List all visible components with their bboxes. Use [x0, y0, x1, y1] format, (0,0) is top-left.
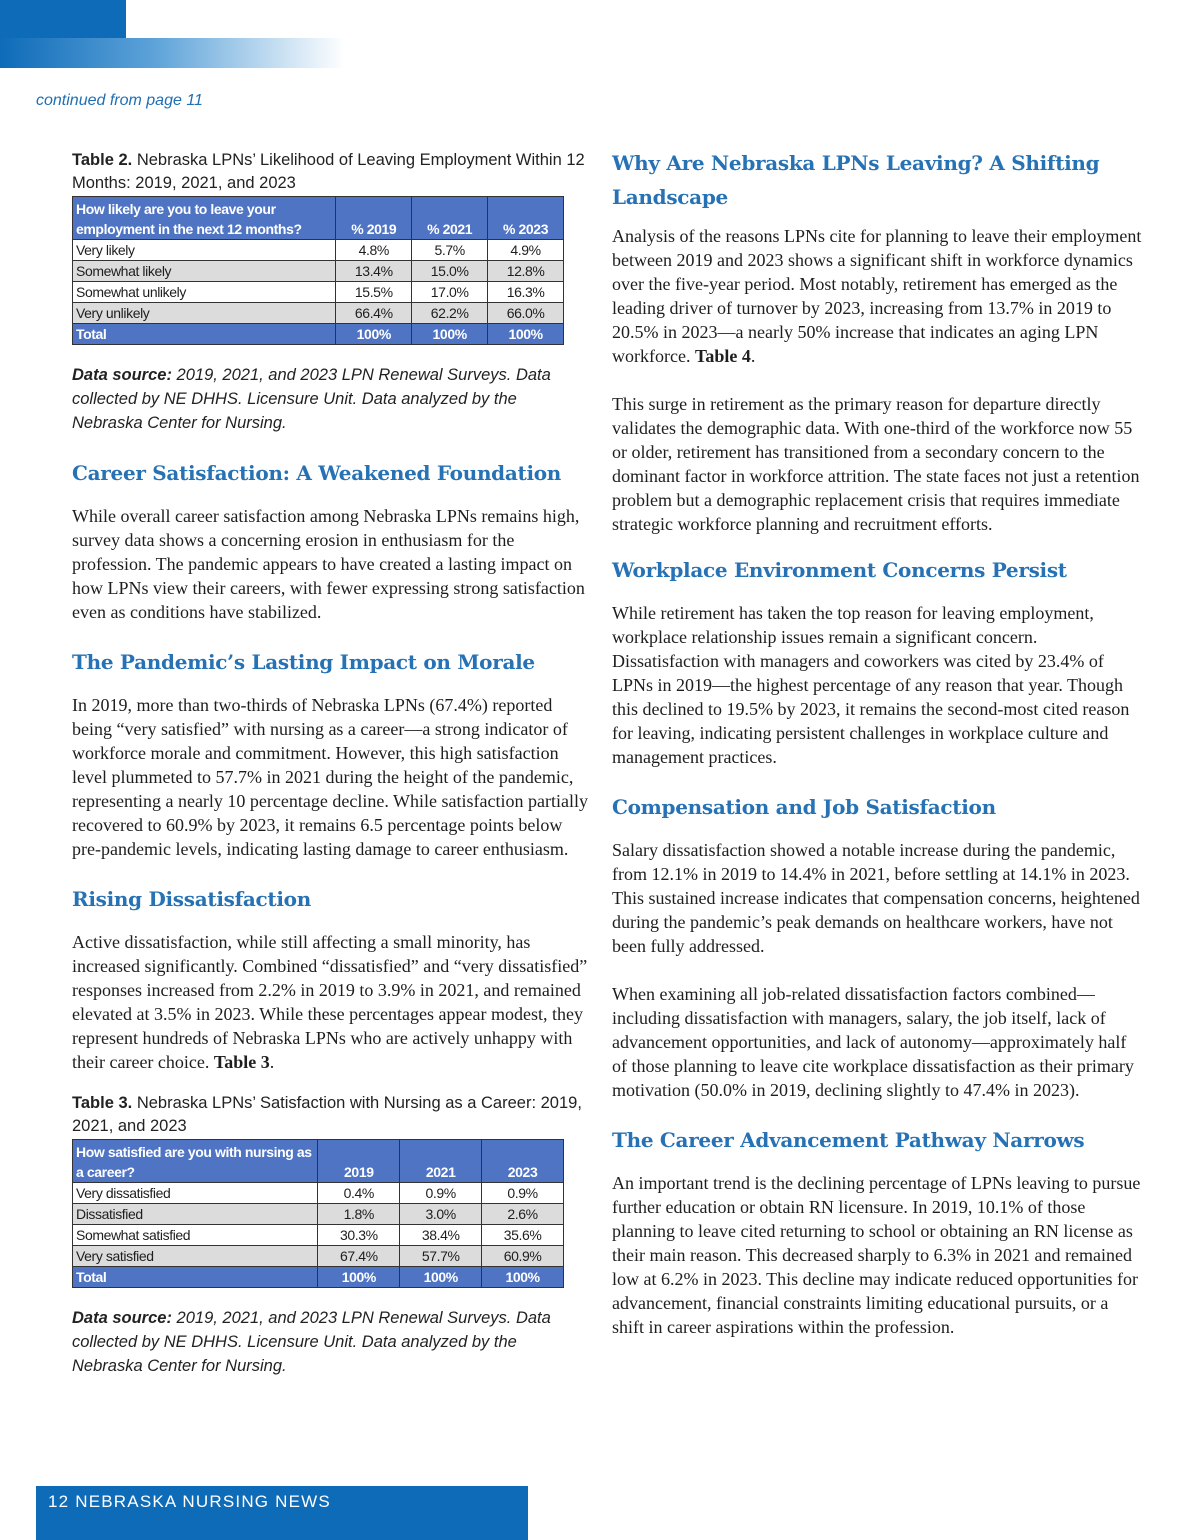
cell: 12.8% [488, 261, 564, 282]
cell: 60.9% [482, 1246, 564, 1267]
table3-col-header: 2019 [318, 1140, 400, 1183]
cell: 67.4% [318, 1246, 400, 1267]
cell: 100% [400, 1267, 482, 1288]
cell: 35.6% [482, 1225, 564, 1246]
continued-note: continued from page 11 [36, 92, 203, 109]
cell: 66.0% [488, 303, 564, 324]
cell: 0.4% [318, 1183, 400, 1204]
paragraph: While retirement has taken the top reason for leaving employment, workplace relationship issues remain a significant concern. Dissatisfaction with managers and coworkers was cited by 23.4% of LPNs in 2019—the highest percentage of any reason that year. Though this declined to 19.5% by 2023, it remains the second-most cited reason for leaving, indicating persistent challenges in workplace culture and management practices. [612, 603, 1130, 767]
heading-career-advancement: The Career Advancement Pathway Narrows [612, 1128, 1085, 1152]
table-row [73, 1246, 564, 1267]
cell: 0.9% [482, 1183, 564, 1204]
row-label: Dissatisfied [73, 1204, 318, 1225]
heading-why-leaving: Why Are Nebraska LPNs Leaving? A Shifting Landscape [612, 151, 1100, 209]
heading-career-satisfaction: Career Satisfaction: A Weakened Foundation [72, 461, 562, 485]
row-label: Very satisfied [73, 1246, 318, 1267]
table2-header-row [73, 197, 564, 240]
table-row [73, 1183, 564, 1204]
row-label: Very dissatisfied [73, 1183, 318, 1204]
cell: 62.2% [412, 303, 488, 324]
footer-bar [36, 1486, 528, 1540]
cell: 15.5% [336, 282, 412, 303]
table-total-row [73, 324, 564, 345]
cell: 17.0% [412, 282, 488, 303]
cell: 4.9% [488, 240, 564, 261]
cell: 30.3% [318, 1225, 400, 1246]
cell: 15.0% [412, 261, 488, 282]
table3-header-row [73, 1140, 564, 1183]
table-row [73, 1225, 564, 1246]
cell: 66.4% [336, 303, 412, 324]
row-label: Somewhat likely [73, 261, 336, 282]
table3-col-header: 2023 [482, 1140, 564, 1183]
cell: 13.4% [336, 261, 412, 282]
cell: 0.9% [400, 1183, 482, 1204]
right-column [612, 146, 1142, 1339]
table2-source: Data source: 2019, 2021, and 2023 LPN Renewal Surveys. Data collected by NE DHHS. Licensure Unit. Data analyzed by the Nebraska Center for Nursing. [72, 366, 551, 432]
table-row [73, 282, 564, 303]
table3 [72, 1139, 564, 1288]
table-total-row [73, 1267, 564, 1288]
page-number: 12 [48, 1492, 70, 1511]
paragraph: An important trend is the declining percentage of LPNs leaving to pursue further education or obtain RN licensure. In 2019, 10.1% of those planning to leave cited returning to school or obtaining an RN license as their main reason. This decreased sharply to 6.3% in 2021 and remained low at 6.2% in 2023. This decline may indicate reduced opportunities for advancement, financial constraints limiting educational pursuits, or a shift in career aspirations within the profession. [612, 1173, 1141, 1337]
publication-name: NEBRASKA NURSING NEWS [75, 1492, 331, 1511]
row-label: Somewhat satisfied [73, 1225, 318, 1246]
row-label: Somewhat unlikely [73, 282, 336, 303]
cell: 4.8% [336, 240, 412, 261]
paragraph: Active dissatisfaction, while still affecting a small minority, has increased significantly. Combined “dissatisfied” and “very dissatisfied” responses increased from 2.2% in 2019 to 3.9% in 2021, and remained elevated at 3.5% in 2023. While these percentages appear modest, they represent hundreds of Nebraska LPNs who are actively unhappy with their career choice. Table 3. [72, 932, 588, 1072]
table3-caption: Table 3. Nebraska LPNs’ Satisfaction with Nursing as a Career: 2019, 2021, and 2023 [72, 1094, 582, 1135]
row-label: Very unlikely [73, 303, 336, 324]
paragraph: This surge in retirement as the primary reason for departure directly validates the demographic data. With one-third of the workforce now 55 or older, retirement has transitioned from a secondary concern to the dominant factor in workforce attrition. The state faces not just a retention problem but a demographic replacement crisis that requires immediate strategic workforce planning and recruitment efforts. [612, 394, 1140, 534]
footer-text [48, 1492, 331, 1512]
paragraph: Salary dissatisfaction showed a notable increase during the pandemic, from 12.1% in 2019 to 14.4% in 2021, before settling at 14.1% in 2023. This sustained increase indicates that compensation concerns, heightened during the pandemic’s peak demands on healthcare workers, have not been fully addressed. [612, 840, 1140, 956]
paragraph: While overall career satisfaction among Nebraska LPNs remains high, survey data shows a concerning erosion in enthusiasm for the profession. The pandemic appears to have created a lasting impact on how LPNs view their careers, with fewer expressing strong satisfaction even as conditions have stabilized. [72, 506, 585, 622]
cell: 100% [318, 1267, 400, 1288]
cell: 5.7% [412, 240, 488, 261]
table-row [73, 261, 564, 282]
table-row [73, 1204, 564, 1225]
cell: 100% [336, 324, 412, 345]
row-label: Total [73, 1267, 318, 1288]
cell: 3.0% [400, 1204, 482, 1225]
cell: 100% [488, 324, 564, 345]
table2-col-header: % 2023 [488, 197, 564, 240]
cell: 100% [482, 1267, 564, 1288]
table3-question-header: How satisfied are you with nursing as a career? [73, 1140, 318, 1183]
row-label: Total [73, 324, 336, 345]
cell: 2.6% [482, 1204, 564, 1225]
cell: 100% [412, 324, 488, 345]
cell: 38.4% [400, 1225, 482, 1246]
cell: 1.8% [318, 1204, 400, 1225]
table2-col-header: % 2021 [412, 197, 488, 240]
table2-caption: Table 2. Nebraska LPNs’ Likelihood of Leaving Employment Within 12 Months: 2019, 2021, and 2023 [72, 151, 585, 192]
table2-col-header: % 2019 [336, 197, 412, 240]
table3-col-header: 2021 [400, 1140, 482, 1183]
heading-pandemic-impact: The Pandemic’s Lasting Impact on Morale [72, 650, 535, 674]
heading-rising-dissatisfaction: Rising Dissatisfaction [72, 887, 311, 911]
table-row [73, 240, 564, 261]
top-gradient-bar [0, 38, 345, 68]
paragraph: Analysis of the reasons LPNs cite for planning to leave their employment between 2019 and 2023 shows a significant shift in workforce dynamics over the five-year period. Most notably, retirement has emerged as the leading driver of turnover by 2023, increasing from 13.7% in 2019 to 20.5% in 2023—a nearly 50% increase that indicates an aging LPN workforce. Table 4. [612, 226, 1142, 366]
table-row [73, 303, 564, 324]
table2-question-header: How likely are you to leave your employment in the next 12 months? [73, 197, 336, 240]
heading-compensation: Compensation and Job Satisfaction [612, 795, 996, 819]
table2 [72, 196, 564, 345]
paragraph: When examining all job-related dissatisfaction factors combined—including dissatisfaction with managers, salary, the job itself, lack of advancement opportunities, and lack of autonomy—approximately half of those planning to leave cite workplace dissatisfaction as their primary motivation (50.0% in 2019, declining slightly to 47.4% in 2023). [612, 984, 1134, 1100]
table3-source: Data source: 2019, 2021, and 2023 LPN Renewal Surveys. Data collected by NE DHHS. Licensure Unit. Data analyzed by the Nebraska Center for Nursing. [72, 1309, 551, 1375]
left-column [72, 146, 592, 1378]
row-label: Very likely [73, 240, 336, 261]
cell: 57.7% [400, 1246, 482, 1267]
cell: 16.3% [488, 282, 564, 303]
heading-workplace-environment: Workplace Environment Concerns Persist [612, 558, 1067, 582]
paragraph: In 2019, more than two-thirds of Nebraska LPNs (67.4%) reported being “very satisfied” with nursing as a career—a strong indicator of workforce morale and commitment. However, this high satisfaction level plummeted to 57.7% in 2021 during the height of the pandemic, representing a nearly 10 percentage decline. While satisfaction partially recovered to 60.9% by 2023, it remains 6.5 percentage points below pre-pandemic levels, indicating lasting damage to career enthusiasm. [72, 695, 588, 859]
